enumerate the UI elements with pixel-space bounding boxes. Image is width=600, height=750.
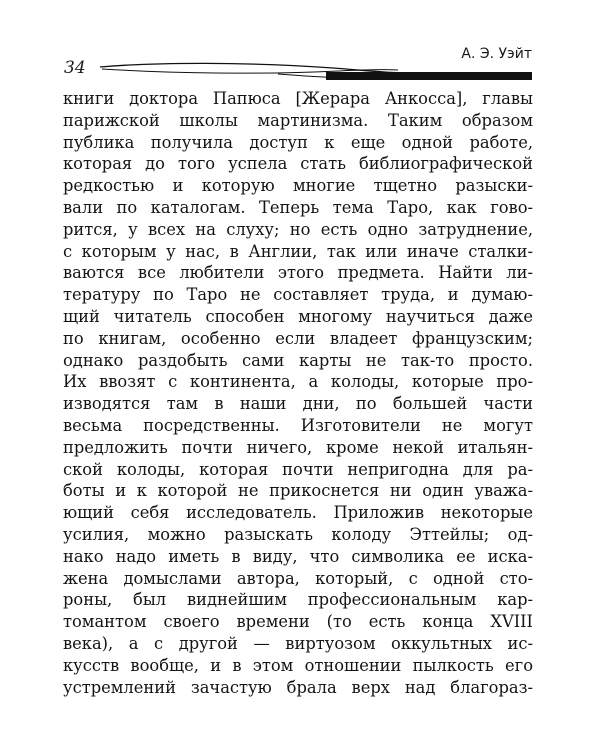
text-line: изводятся там в наши дни, по большей части [63,394,533,414]
text-line: ской колоды, которая почти непригодна для ра- [63,459,533,479]
text-line: парижской школы мартинизма. Таким образом [63,110,533,130]
text-line: устремлений зачастую брала верх над благораз- [63,677,533,697]
text-line: щий читатель способен многому научиться даже [63,306,533,326]
text-line: ваются все любители этого предмета. Найти ли- [63,263,533,283]
text-line: рится, у всех на слуху; но есть одно затруднение, [63,219,533,239]
text-line: редкостью и которую многие тщетно разыски- [63,176,533,196]
text-line: тературу по Таро не составляет труда, и думаю- [63,285,533,305]
text-line: книги доктора Папюса [Жерара Анкосса], главы [63,89,533,108]
text-line: боты и к которой не прикоснется ни один уважа- [63,481,533,501]
text-line: жена домыслами автора, который, с одной сто- [63,568,533,588]
body-paragraph [63,88,533,698]
text-line: с которым у нас, в Англии, так или иначе сталки- [63,241,533,261]
text-line: по книгам, особенно если владеет французским; [63,328,533,348]
text-line: усилия, можно разыскать колоду Эттейлы; од- [63,524,533,544]
text-line: весьма посредственны. Изготовители не могут [63,415,533,435]
page-number: 34 [64,58,86,78]
text-line: Их ввозят с континента, а колоды, которые про- [63,372,533,392]
text-line: которая до того успела стать библиографической [63,154,533,174]
text-line: предложить почти ничего, кроме некой итальян- [63,437,533,457]
text-line: вали по каталогам. Теперь тема Таро, как гово- [63,197,533,217]
text-line: однако раздобыть сами карты не так-то просто. [63,350,533,370]
text-line: кусств вообще, и в этом отношении пылкость его [63,655,533,675]
text-line: роны, был виднейшим профессиональным кар- [63,590,533,610]
text-line: ющий себя исследователь. Приложив некоторые [63,503,533,523]
text-line: нако надо иметь в виду, что символика ее иска- [63,546,533,566]
text-line: томантом своего времени (то есть конца XVIII [63,612,533,632]
running-head: А. Э. Уэйт [461,46,532,62]
text-line: века), а с другой — виртуозом оккультных ис- [63,633,533,653]
header-rule-ornament [98,58,532,84]
text-line: публика получила доступ к еще одной работе, [63,132,533,152]
